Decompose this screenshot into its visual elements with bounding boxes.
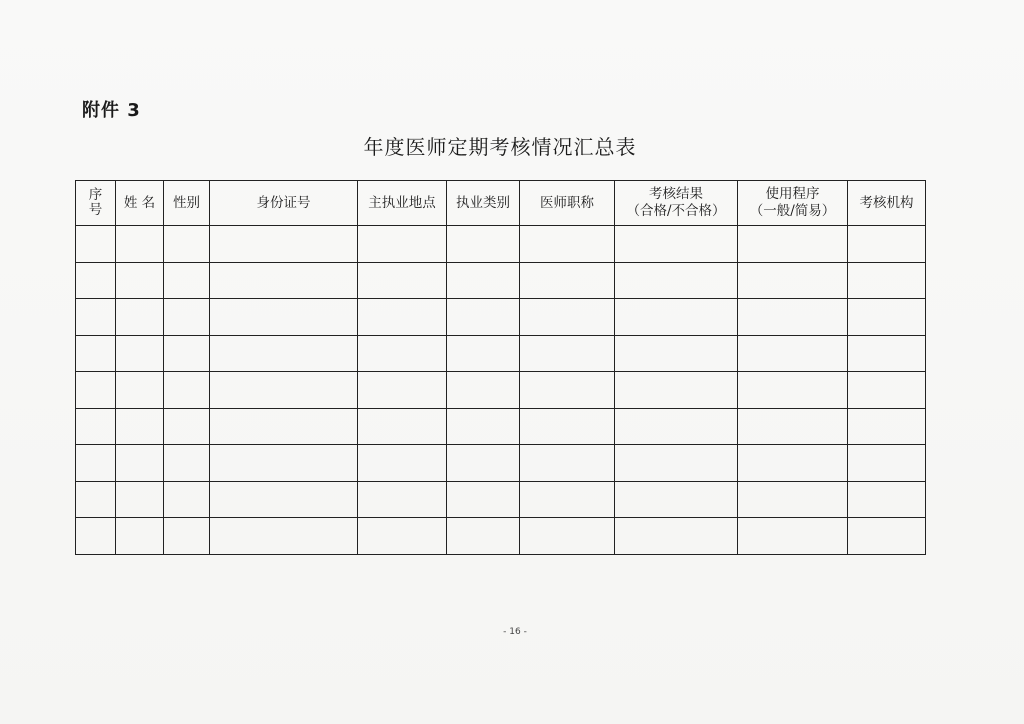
- header-procedure-used: [738, 181, 848, 226]
- table-cell[interactable]: [358, 445, 447, 482]
- table-row: [76, 262, 926, 299]
- header-practice-category: 执业类别: [447, 181, 520, 226]
- table-cell[interactable]: [210, 408, 358, 445]
- table-row: [76, 335, 926, 372]
- table-cell[interactable]: [116, 518, 164, 555]
- table-cell[interactable]: [615, 445, 738, 482]
- table-cell[interactable]: [164, 518, 210, 555]
- table-cell[interactable]: [738, 372, 848, 409]
- table-cell[interactable]: [848, 481, 926, 518]
- table-cell[interactable]: [848, 372, 926, 409]
- table-cell[interactable]: [164, 299, 210, 336]
- table-cell[interactable]: [848, 408, 926, 445]
- table-row: [76, 481, 926, 518]
- table-cell[interactable]: [615, 481, 738, 518]
- table-cell[interactable]: [615, 408, 738, 445]
- table-cell[interactable]: [116, 372, 164, 409]
- header-seq: [76, 181, 116, 226]
- table-cell[interactable]: [447, 481, 520, 518]
- table-cell[interactable]: [116, 226, 164, 263]
- table-cell[interactable]: [738, 408, 848, 445]
- table-cell[interactable]: [848, 335, 926, 372]
- header-assessment-result-label: 考核结果: [649, 186, 703, 202]
- table-cell[interactable]: [447, 372, 520, 409]
- table-cell[interactable]: [520, 335, 615, 372]
- header-assessment-result: [615, 181, 738, 226]
- table-cell[interactable]: [447, 335, 520, 372]
- table-cell[interactable]: [358, 518, 447, 555]
- header-id-number: 身份证号: [210, 181, 358, 226]
- table-cell[interactable]: [76, 299, 116, 336]
- table-cell[interactable]: [358, 481, 447, 518]
- table-cell[interactable]: [520, 226, 615, 263]
- table-cell[interactable]: [76, 335, 116, 372]
- header-name: 姓 名: [116, 181, 164, 226]
- table-cell[interactable]: [358, 408, 447, 445]
- table-cell[interactable]: [358, 262, 447, 299]
- table-cell[interactable]: [447, 226, 520, 263]
- table-cell[interactable]: [848, 445, 926, 482]
- table-cell[interactable]: [76, 262, 116, 299]
- table-row: [76, 518, 926, 555]
- table-cell[interactable]: [116, 299, 164, 336]
- header-assessment-agency: 考核机构: [848, 181, 926, 226]
- table-cell[interactable]: [210, 262, 358, 299]
- table-cell[interactable]: [738, 445, 848, 482]
- header-assessment-result-options: （合格/不合格）: [626, 203, 726, 219]
- table-cell[interactable]: [447, 299, 520, 336]
- header-seq-label: 序号: [88, 186, 103, 218]
- table-row: [76, 372, 926, 409]
- table-cell[interactable]: [210, 445, 358, 482]
- table-cell[interactable]: [520, 408, 615, 445]
- table-cell[interactable]: [358, 335, 447, 372]
- table-cell[interactable]: [76, 481, 116, 518]
- table-cell[interactable]: [848, 518, 926, 555]
- table-cell[interactable]: [76, 372, 116, 409]
- table-cell[interactable]: [520, 262, 615, 299]
- table-cell[interactable]: [848, 299, 926, 336]
- table-body: [76, 226, 926, 555]
- table-cell[interactable]: [210, 335, 358, 372]
- table-cell[interactable]: [358, 226, 447, 263]
- table-cell[interactable]: [164, 445, 210, 482]
- table-cell[interactable]: [615, 372, 738, 409]
- table-cell[interactable]: [738, 262, 848, 299]
- table-cell[interactable]: [164, 408, 210, 445]
- table-cell[interactable]: [76, 408, 116, 445]
- table-cell[interactable]: [164, 226, 210, 263]
- table-cell[interactable]: [738, 299, 848, 336]
- table-cell[interactable]: [738, 335, 848, 372]
- table-cell[interactable]: [210, 518, 358, 555]
- table-cell[interactable]: [76, 518, 116, 555]
- header-row: [76, 181, 926, 226]
- table-cell[interactable]: [615, 226, 738, 263]
- header-procedure-used-options: （一般/简易）: [749, 203, 836, 219]
- table-cell[interactable]: [210, 481, 358, 518]
- table-cell[interactable]: [210, 299, 358, 336]
- table-cell[interactable]: [738, 226, 848, 263]
- table-row: [76, 408, 926, 445]
- header-gender: 性别: [164, 181, 210, 226]
- table-cell[interactable]: [447, 518, 520, 555]
- table-cell[interactable]: [76, 445, 116, 482]
- table-cell[interactable]: [164, 481, 210, 518]
- table-cell[interactable]: [520, 481, 615, 518]
- table-cell[interactable]: [164, 372, 210, 409]
- table-cell[interactable]: [116, 408, 164, 445]
- attachment-label: 附件 3: [82, 100, 141, 121]
- table-cell[interactable]: [520, 518, 615, 555]
- title-text: 年度医师定期考核情况汇总表: [363, 135, 637, 159]
- table-cell[interactable]: [615, 335, 738, 372]
- table-cell[interactable]: [615, 518, 738, 555]
- table-cell[interactable]: [164, 335, 210, 372]
- summary-table: [75, 180, 926, 555]
- table-cell[interactable]: [164, 262, 210, 299]
- table-row: [76, 445, 926, 482]
- page-number: [0, 627, 1024, 637]
- table-cell[interactable]: [116, 481, 164, 518]
- table-row: [76, 299, 926, 336]
- table-cell[interactable]: [358, 299, 447, 336]
- table-cell[interactable]: [116, 335, 164, 372]
- table-cell[interactable]: [848, 262, 926, 299]
- header-physician-title: 医师职称: [520, 181, 615, 226]
- page-title: [0, 131, 1024, 160]
- table-cell[interactable]: [615, 262, 738, 299]
- table-row: [76, 226, 926, 263]
- table-cell[interactable]: [116, 262, 164, 299]
- table-cell[interactable]: [210, 372, 358, 409]
- table-cell[interactable]: [358, 372, 447, 409]
- table-cell[interactable]: [447, 408, 520, 445]
- table-cell[interactable]: [520, 372, 615, 409]
- table-cell[interactable]: [848, 226, 926, 263]
- table-cell[interactable]: [520, 445, 615, 482]
- table-cell[interactable]: [447, 445, 520, 482]
- table-cell[interactable]: [447, 262, 520, 299]
- table-cell[interactable]: [615, 299, 738, 336]
- table-cell[interactable]: [76, 226, 116, 263]
- table-cell[interactable]: [520, 299, 615, 336]
- page-number-text: - 16 -: [503, 627, 527, 637]
- table-cell[interactable]: [210, 226, 358, 263]
- header-procedure-used-label: 使用程序: [765, 186, 820, 202]
- header-main-practice-location: 主执业地点: [358, 181, 447, 226]
- table-cell[interactable]: [116, 445, 164, 482]
- table-cell[interactable]: [738, 481, 848, 518]
- table-cell[interactable]: [738, 518, 848, 555]
